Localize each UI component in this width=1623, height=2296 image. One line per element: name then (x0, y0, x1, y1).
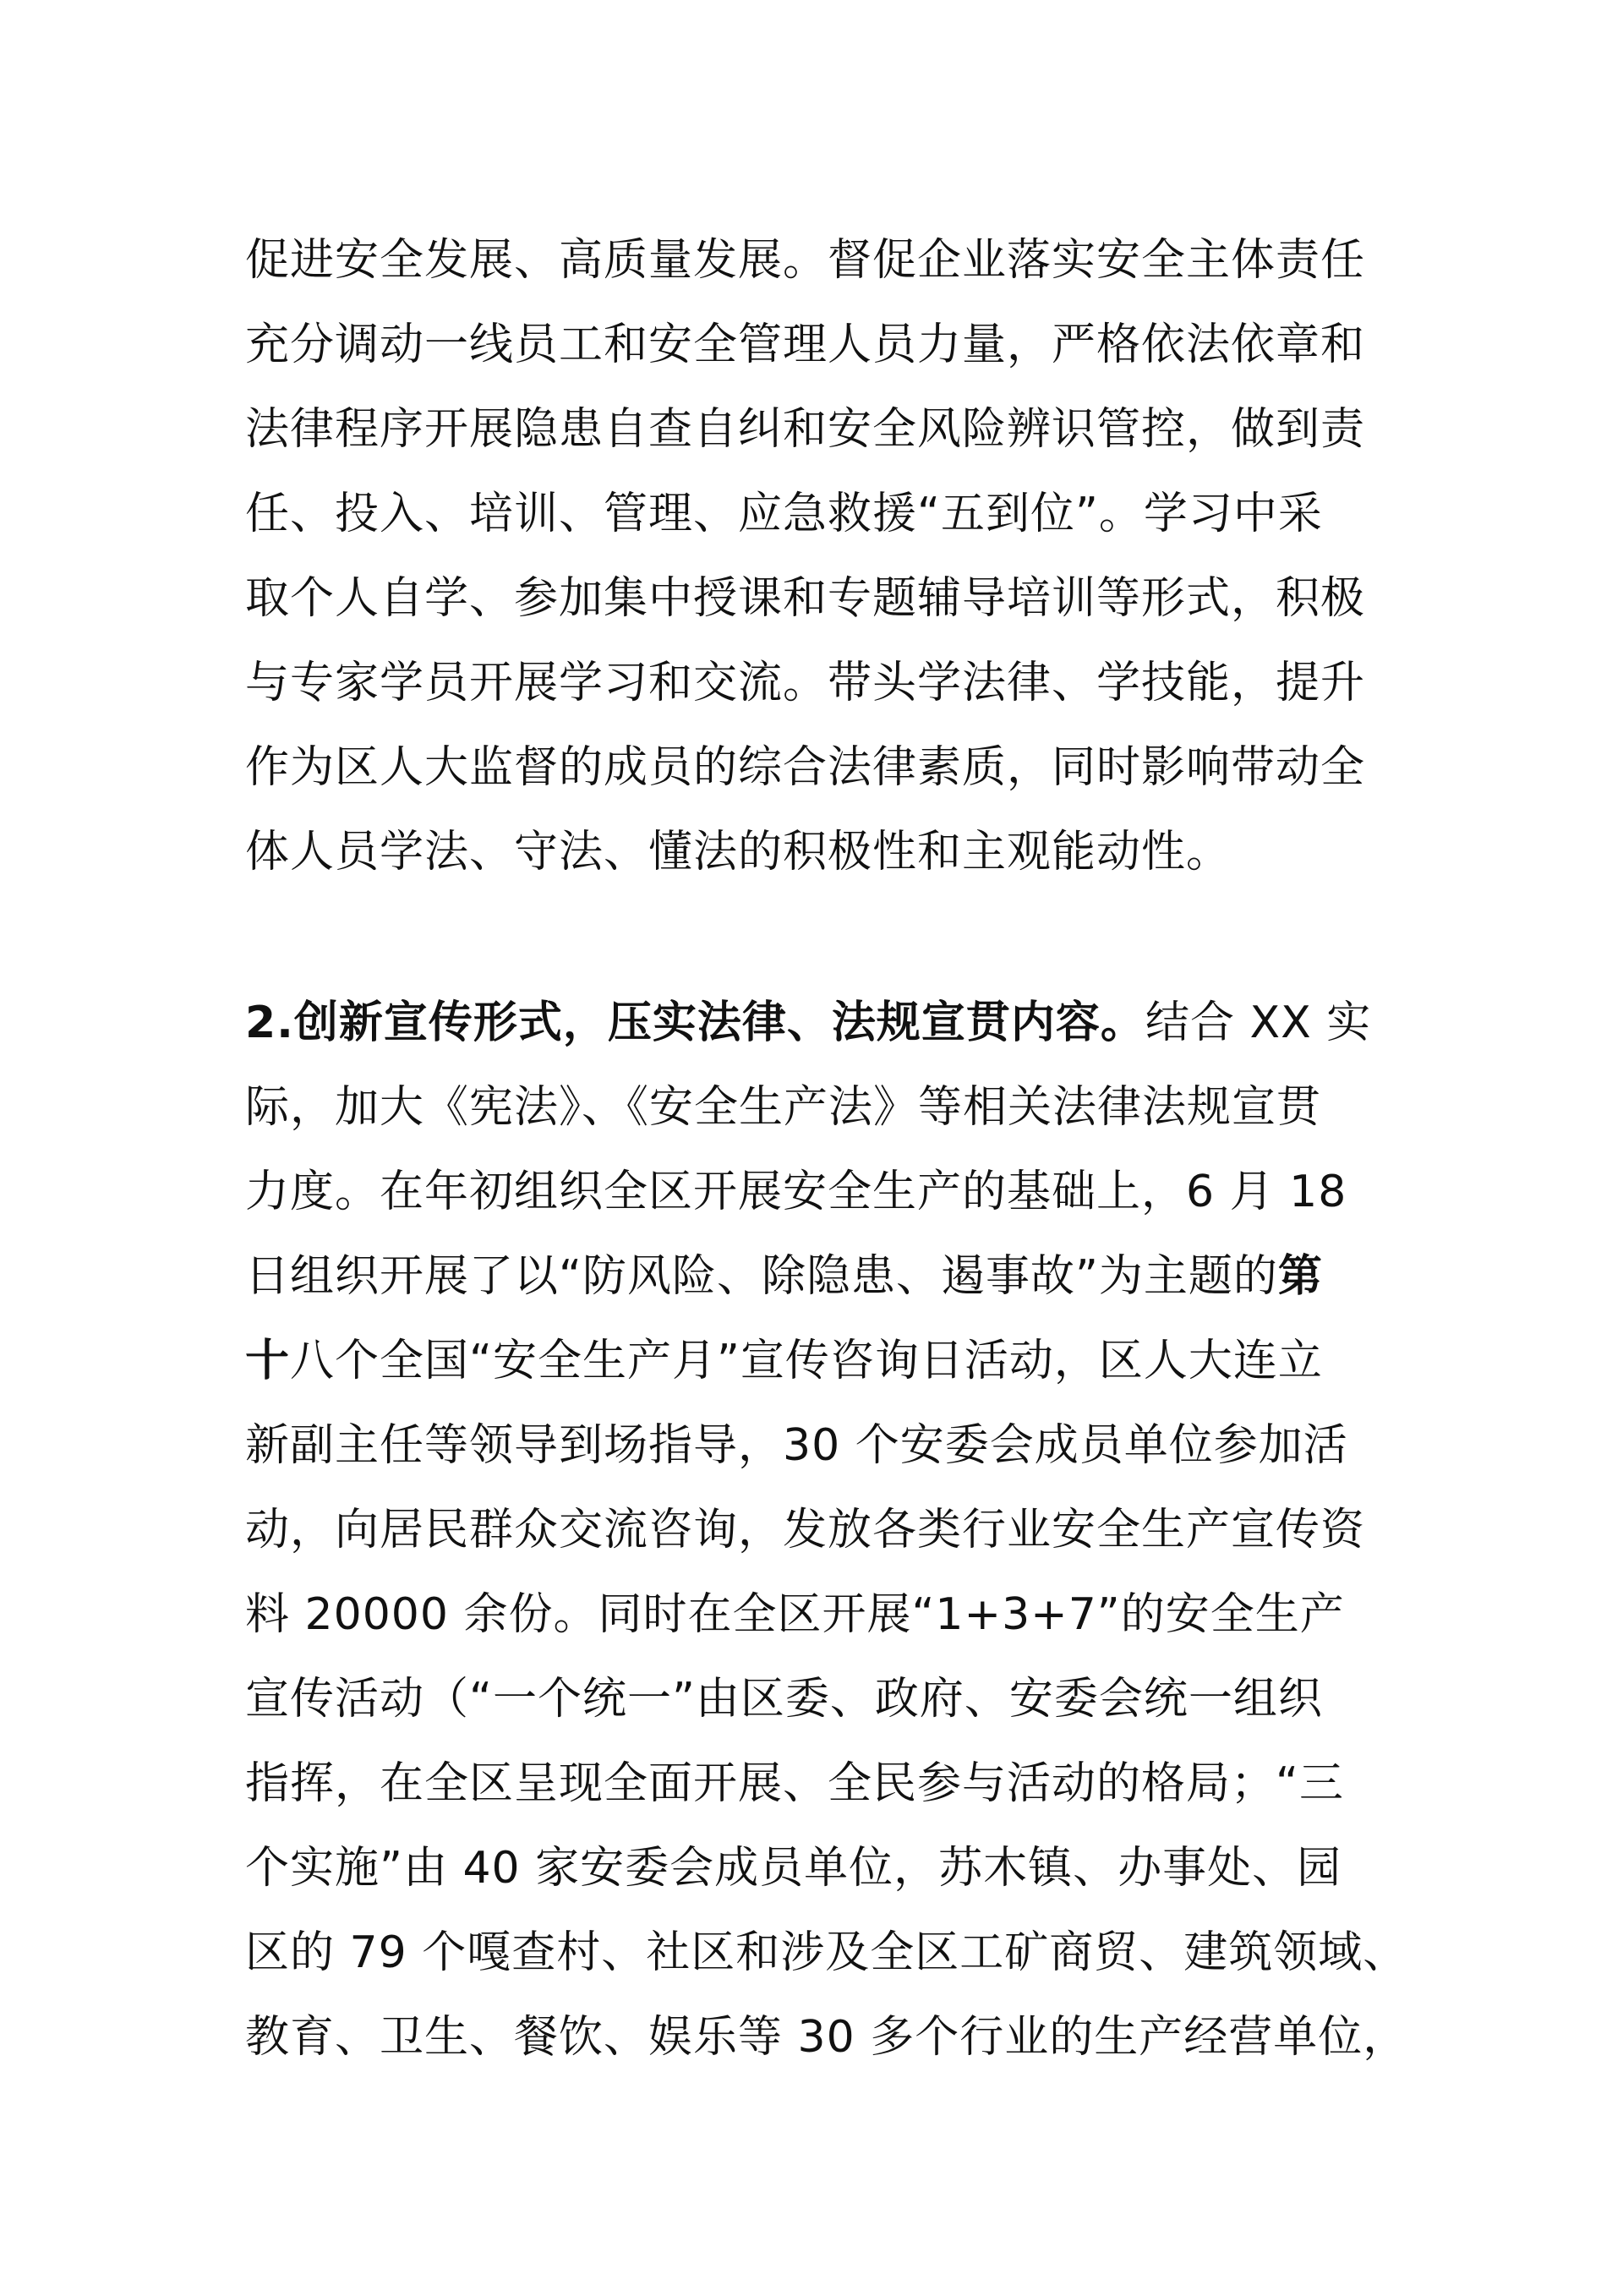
paragraph-line: 充分调动一线员工和安全管理人员力量，严格依法依章和 (245, 320, 1366, 370)
paragraph-line: 体人员学法、守法、懂法的积极性和主观能动性。 (245, 827, 1232, 877)
paragraph-line: 指挥，在全区呈现全面开展、全民参与活动的格局；“三 (245, 1758, 1344, 1809)
paragraph-line: 作为区人大监督的成员的综合法律素质，同时影响带动全 (245, 742, 1366, 793)
paragraph-line: 际，加大《宪法》、《安全生产法》等相关法律法规宣贯 (245, 1082, 1322, 1133)
section-heading: 2.创新宣传形式，压实法律、法规宣贯内容。 (245, 998, 1145, 1048)
line-text: 八个全国“安全生产月”宣传咨询日活动，区人大连立 (290, 1336, 1323, 1386)
paragraph-line: 动，向居民群众交流咨询，发放各类行业安全生产宣传资 (245, 1505, 1366, 1555)
bold-text: 十 (245, 1336, 291, 1386)
paragraph-line (245, 1319, 1395, 1403)
paragraph-line: 促进安全发展、高质量发展。督促企业落实安全主体责任 (245, 235, 1366, 286)
paragraph-line: 法律程序开展隐患自查自纠和安全风险辨识管控，做到责 (245, 404, 1366, 455)
line-text: 日组织开展了以“防风险、除隐患、遏事故”为主题的 (245, 1251, 1278, 1302)
paragraph-1 (245, 218, 1395, 894)
paragraph-2 (245, 981, 1408, 2080)
paragraph-line: 任、投入、培训、管理、应急救援“五到位”。学习中采 (245, 489, 1323, 539)
bold-text: 第 (1277, 1251, 1323, 1302)
paragraph-line (245, 1234, 1395, 1319)
paragraph-line: 取个人自学、参加集中授课和专题辅导培训等形式，积极 (245, 573, 1366, 624)
paragraph-line: 力度。在年初组织全区开展安全生产的基础上，6 月 18 (245, 1167, 1347, 1217)
paragraph-line (245, 981, 1395, 1065)
paragraph-line: 与专家学员开展学习和交流。带头学法律、学技能，提升 (245, 658, 1366, 708)
paragraph-line: 宣传活动（“一个统一”由区委、政府、安委会统一组织 (245, 1674, 1323, 1725)
paragraph-line: 料 20000 余份。同时在全区开展“1+3+7”的安全生产 (245, 1589, 1345, 1640)
paragraph-line: 新副主任等领导到场指导，30 个安委会成员单位参加活 (245, 1420, 1348, 1471)
paragraph-line: 教育、卫生、餐饮、娱乐等 30 多个行业的生产经营单位， (245, 2012, 1408, 2063)
paragraph-line: 区的 79 个嘎查村、社区和涉及全区工矿商贸、建筑领域、 (245, 1927, 1408, 1978)
paragraph-line: 个实施”由 40 家安委会成员单位，苏木镇、办事处、园 (245, 1843, 1342, 1894)
line-text: 结合 XX 实 (1145, 998, 1372, 1048)
